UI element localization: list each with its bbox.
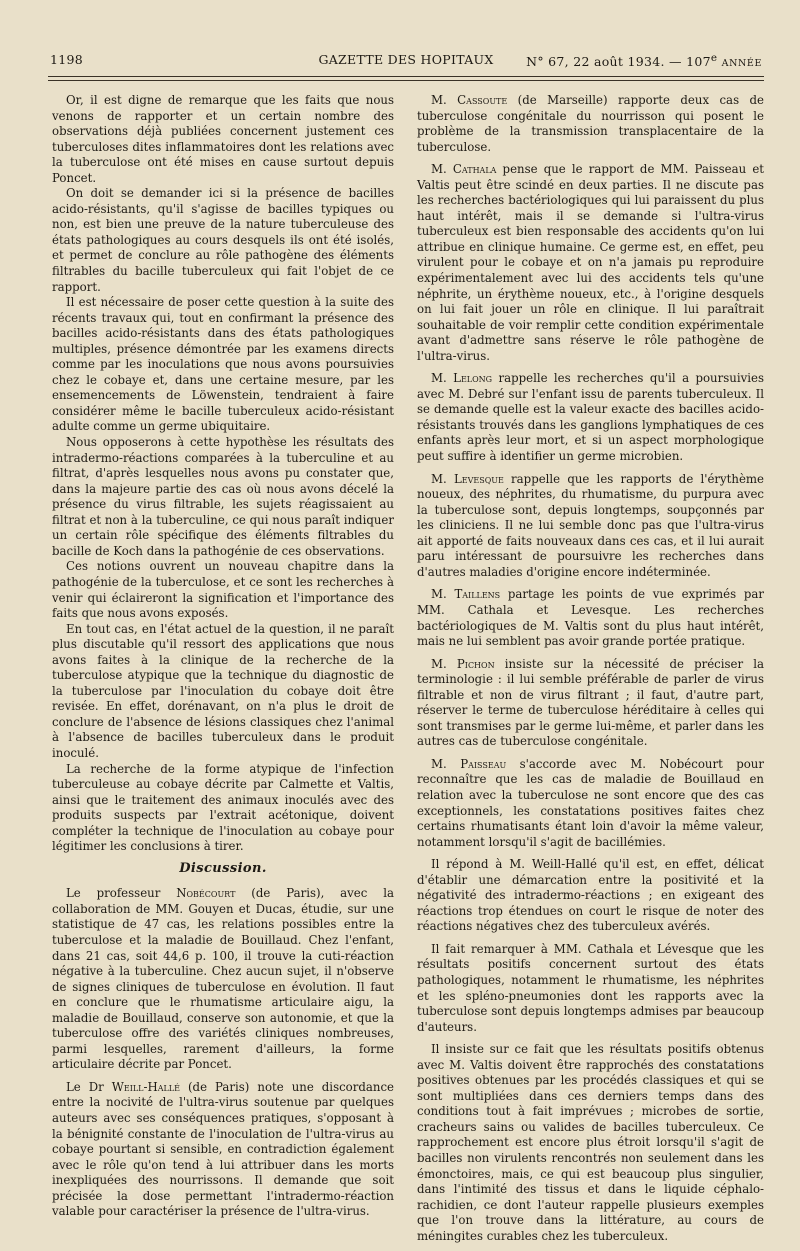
paragraph-lead: M. (431, 656, 457, 671)
issue-sup: e (710, 52, 718, 64)
paragraph: Or, il est digne de remarque que les faits que nous venons de rapporter et un certain nombre des observations déjà publiées concernent justement ces tuberculoses dites inflammatoires dont les relations avec la tuberculose ont été mises en cause surtout depuis Poncet. (52, 93, 394, 185)
issue-date: N° 67, 22 août 1934. — 107 (526, 54, 711, 70)
issue-info (526, 52, 762, 69)
right-column (417, 93, 764, 1251)
paragraph-text: Il fait remarquer à MM. Cathala et Lévesque que les résultats positifs concernent surtout des états pathologiques, notamment le rhumatisme, les néphrites et les spléno-pneumonies dont les rapports avec la tuberculose sont depuis longtemps admises par beaucoup d'auteurs. (417, 941, 764, 1034)
paragraph-text: pense que le rapport de MM. Paisseau et Valtis peut être scindé en deux parties. Il ne discute pas les recherches bactériologiques qui lui paraissent du plus haut intérêt, mais il se demande si l'ultra-virus tuberculeux est bien responsable des accidents qu'on lui attribue en clinique humaine. Ce germe est, en effet, peu virulent pour le cobaye et on n'a jamais pu reproduire expérimentalement avec lui des accidents tels qu'une néphrite, un érythème noueux, etc., à l'origine desquels on lui fait jouer un rôle en clinique. Il lui paraîtrait souhaitable de voir remplir cette condition expérimentale avant d'admettre sans réserve le rôle pathogène de l'ultra-virus. (417, 162, 764, 363)
discussion-paragraph (417, 371, 764, 464)
discussion-paragraph (417, 657, 764, 750)
discussion-paragraph (417, 1042, 764, 1244)
discussion-paragraph (417, 587, 764, 649)
header-rule-bottom (48, 80, 764, 81)
paragraph-lead: M. (431, 471, 454, 486)
paragraph-lead: Le Dr (66, 1079, 112, 1094)
speaker-name: Paisseau (460, 756, 507, 771)
paragraph-text: Il répond à M. Weill-Hallé qu'il est, en effet, délicat d'établir une démarcation entre la positivité et la négativité des intradermo-réactions ; en exigeant des réactions trop étendues on court le risque de noter des réactions négatives chez des tuberculeux avérés. (417, 857, 764, 934)
speaker-name: Weill-Hallé (111, 1079, 180, 1094)
speaker-name: Cassoute (457, 93, 508, 107)
paragraph: Il est nécessaire de poser cette question à la suite des récents travaux qui, tout en confirmant la présence des bacilles acido-résistants dans des états pathologiques multiples, présence démontrée par les examens directs comme par les inoculations que nous avons poursuivies chez le cobaye et, dans une certaine mesure, par les ensemencements de Löwenstein, tendraient à faire considérer même le bacille tuberculeux acido-résistant adulte comme un germe ubiquitaire. (52, 295, 394, 434)
speaker-name: Taillens (454, 587, 501, 602)
journal-title: GAZETTE DES HOPITAUX (318, 52, 494, 67)
paragraph-text: (de Paris), avec la collaboration de MM. Gouyen et Ducas, étudie, sur une statistique de 47 cas, les relations possibles entre la tuberculose et la maladie de Bouillaud. Chez l'enfant, dans 21 cas, soit 44,6 p. 100, il trouve la cuti-réaction négative à la tuberculine. Chez aucun sujet, il n'observe de signes cliniques de tuberculose en évolution. Il faut en conclure que le rhumatisme articulaire aigu, la maladie de Bouillaud, conserve son autonomie, et que la tuberculose offre des variétés cliniques nombreuses, parmi lesquelles, rarement d'ailleurs, la forme articulaire décrite par Poncet. (52, 886, 394, 1072)
header-rule-top (48, 76, 764, 77)
paragraph-lead: M. (431, 371, 454, 386)
paragraph-lead: M. (431, 162, 453, 177)
paragraph-text: insiste sur la nécessité de préciser la terminologie : il lui semble préférable de parler de virus filtrable et non de virus filtrant ; il faut, d'autre part, réserver le terme de tuberculose héréditaire à celles qui sont transmises par le germe lui-même, et parler dans les autres cas de tuberculose congénitale. (417, 656, 764, 749)
speaker-name: Pichon (456, 656, 495, 671)
page-number: 1198 (50, 52, 84, 67)
discussion-paragraph (52, 886, 394, 1073)
discussion-paragraph (417, 162, 764, 364)
paragraph-lead: M. (431, 93, 458, 107)
section-title: Discussion. (179, 860, 267, 876)
left-column (52, 93, 394, 1227)
discussion-paragraph (417, 942, 764, 1035)
paragraph-text: s'accorde avec M. Nobécourt pour reconnaître que les cas de maladie de Bouillaud en relation avec la tuberculose ne sont encore que des cas exceptionnels, les constatations positives faites chez certains rhumatisants étant loin d'avoir la même valeur, notamment lorsqu'il s'agit de bacillémies. (417, 756, 764, 849)
discussion-paragraph (417, 93, 764, 155)
discussion-paragraph (52, 1080, 394, 1220)
paragraph-lead: M. (431, 756, 461, 771)
running-header (50, 52, 762, 72)
paragraph-text: partage les points de vue exprimés par MM. Cathala et Levesque. Les recherches bactériologiques de M. Valtis sont du plus haut intérêt, mais ne lui semblent pas avoir grande portée pratique. (417, 587, 764, 649)
paragraph: La recherche de la forme atypique de l'infection tuberculeuse au cobaye décrite par Calmette et Valtis, ainsi que le traitement des animaux inoculés avec des produits suspects par l'extrait acétonique, doivent compléter la technique de l'inoculation au cobaye pour légitimer les conclusions à tirer. (52, 761, 394, 854)
speaker-name: Levesque (453, 471, 504, 486)
paragraph-text: (de Paris) note une discordance entre la nocivité de l'ultra-virus soutenue par quelques auteurs avec ses conséquences pratiques, s'opposant à la bénignité constante de l'inoculation de l'ultra-virus au cobaye pourtant si sensible, en contradiction également avec le rôle qu'on tend à lui attribuer dans les morts inexpliquées des nourrissons. Il demande que soit précisée la dose permettant l'intradermo-réaction valable pour caractériser la présence de l'ultra-virus. (52, 1079, 394, 1219)
paragraph-text: rappelle que les rapports de l'érythème noueux, des néphrites, du rhumatisme, du purpura avec la tuberculose sont, depuis longtemps, soupçonnés par les cliniciens. Il ne lui semble donc pas que l'ultra-virus ait apporté de faits nouveaux dans ces cas, et il lui aurait paru intéressant de poursuivre les recherches dans d'autres maladies d'origine encore indéterminée. (417, 471, 764, 579)
paragraph-text: (de Marseille) rapporte deux cas de tuberculose congénitale du nourrisson qui posent le problème de la transmission transplacentaire de la tuberculose. (417, 93, 764, 154)
paragraph: On doit se demander ici si la présence de bacilles acido-résistants, qu'il s'agisse de bacilles typiques ou non, est bien une preuve de la nature tuberculeuse des états pathologiques au cours desquels ils ont été isolés, et permet de conclure au rôle pathogène des éléments filtrables du bacille tuberculeux qui fait l'objet de ce rapport. (52, 186, 394, 294)
paragraph: En tout cas, en l'état actuel de la question, il ne paraît plus discutable qu'il ressort des applications que nous avons faites à la clinique de la recherche de la tuberculose atypique que la technique du diagnostic de la tuberculose par l'inoculation du cobaye doit être revisée. En effet, dorénavant, on n'a plus le droit de conclure de l'absence de lésions classiques chez l'animal à l'absence de bacilles tuberculeux dans le produit inoculé. (52, 621, 394, 760)
paragraph-text: rappelle les recherches qu'il a poursuivies avec M. Debré sur l'enfant issu de parents tuberculeux. Il se demande quelle est la valeur exacte des bacilles acido-résistants trouvés dans les ganglions lymphatiques de ces enfants après leur mort, et si un aspect morphologique peut suffire à identifier un germe microbien. (417, 371, 764, 464)
paragraph: Nous opposerons à cette hypothèse les résultats des intradermo-réactions comparées à la tuberculine et au filtrat, d'après lesquelles nous avons pu constater que, dans la majeure partie des cas où nous avons décelé la présence du virus filtrable, les sujets réagissaient au filtrat et non à la tuberculine, ce qui nous paraît indiquer un certain rôle spécifique des éléments filtrables du bacille de Koch dans la pathogénie de ces observations. (52, 435, 394, 558)
discussion-paragraph (417, 472, 764, 581)
paragraph-text: Il insiste sur ce fait que les résultats positifs obtenus avec M. Valtis doivent être rapprochés des constatations positives obtenues par les procédés classiques et qui se sont multipliées dans ces derniers temps dans des conditions tout à fait imprévues ; microbes de sortie, cracheurs sains ou valides de bacilles tuberculeux. Ce rapprochement est encore plus étroit lorsqu'il s'agit de bacilles non virulents rencontrés non seulement dans les émonctoires, mais, ce qui est beaucoup plus singulier, dans l'intimité des tissus et dans le liquide céphalo-rachidien, ce dont l'auteur rappelle plusieurs exemples que l'on trouve dans la littérature, au cours de méningites curables chez les tuberculeux. (417, 1042, 764, 1243)
issue-suffix: ANNÉE (721, 58, 762, 70)
speaker-name: Lelong (453, 371, 493, 386)
paragraph-lead: M. (431, 587, 455, 602)
speaker-name: Cathala (452, 162, 497, 177)
discussion-paragraph (417, 857, 764, 935)
speaker-name: Nobécourt (176, 886, 236, 901)
paragraph-lead: Le professeur (66, 886, 177, 901)
discussion-paragraph (417, 757, 764, 850)
paragraph: Ces notions ouvrent un nouveau chapitre dans la pathogénie de la tuberculose, et ce sont les recherches à venir qui éclaireront la signification et l'importance des faits que nous avons exposés. (52, 559, 394, 621)
